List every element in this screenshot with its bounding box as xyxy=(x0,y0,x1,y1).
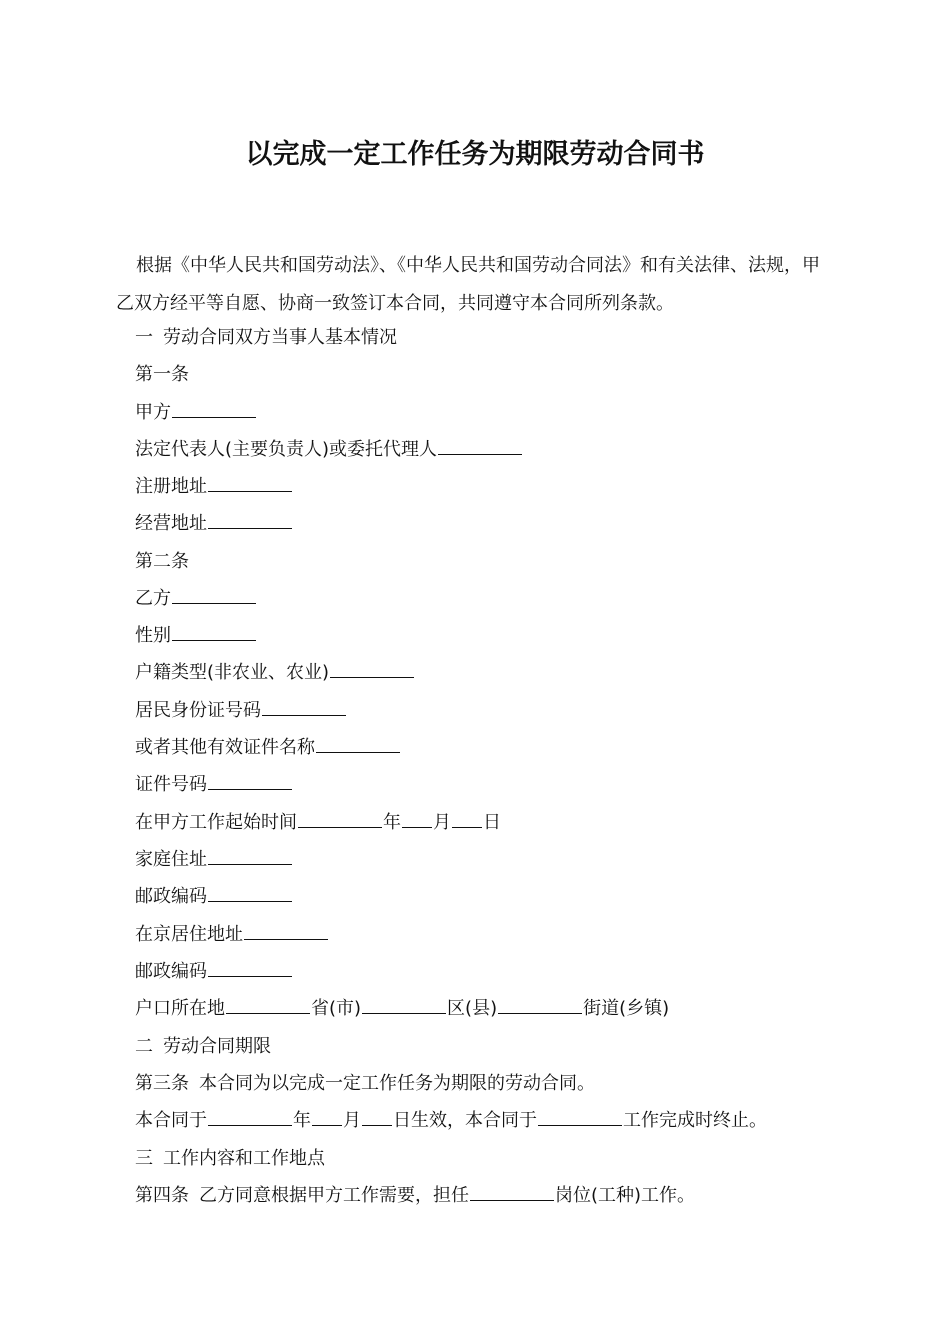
postcode-1-blank[interactable] xyxy=(208,885,292,902)
id-number-blank[interactable] xyxy=(262,699,346,716)
intro-text: 根据《中华人民共和国劳动法》、《中华人民共和国劳动合同法》和有关法律、法规，甲乙双方经平等自愿、协商一致签订本合同，共同遵守本合同所列条款。 xyxy=(116,255,820,314)
cert-number-blank[interactable] xyxy=(208,773,292,790)
legal-rep-field: 法定代表人(主要负责人)或委托代理人 xyxy=(135,438,523,462)
party-a-field: 甲方 xyxy=(135,401,257,425)
intro-paragraph xyxy=(116,247,836,323)
gender-field: 性别 xyxy=(135,624,257,648)
beijing-address-blank[interactable] xyxy=(244,923,328,940)
effective-month-blank[interactable] xyxy=(312,1109,342,1126)
reg-address-blank[interactable] xyxy=(208,475,292,492)
position-blank[interactable] xyxy=(470,1184,554,1201)
id-number-field: 居民身份证号码 xyxy=(135,699,347,723)
hukou-type-field: 户籍类型(非农业、农业) xyxy=(135,661,415,685)
start-day-blank[interactable] xyxy=(452,811,482,828)
start-year-blank[interactable] xyxy=(298,811,382,828)
postcode-1-field: 邮政编码 xyxy=(135,885,293,909)
other-id-field: 或者其他有效证件名称 xyxy=(135,736,401,760)
section-3-heading: 三 工作内容和工作地点 xyxy=(135,1148,325,1169)
home-address-blank[interactable] xyxy=(208,848,292,865)
article-4: 第四条 乙方同意根据甲方工作需要，担任 岗位(工种)工作。 xyxy=(135,1185,696,1206)
party-b-blank[interactable] xyxy=(172,587,256,604)
hukou-district-blank[interactable] xyxy=(362,997,446,1014)
postcode-2-blank[interactable] xyxy=(208,960,292,977)
home-address-field: 家庭住址 xyxy=(135,848,293,872)
section-1-heading: 一 劳动合同双方当事人基本情况 xyxy=(135,327,397,348)
hukou-province-blank[interactable] xyxy=(226,997,310,1014)
other-id-blank[interactable] xyxy=(316,736,400,753)
task-blank[interactable] xyxy=(538,1109,622,1126)
effective-day-blank[interactable] xyxy=(362,1109,392,1126)
hukou-type-blank[interactable] xyxy=(330,661,414,678)
effective-year-blank[interactable] xyxy=(208,1109,292,1126)
postcode-2-field: 邮政编码 xyxy=(135,960,293,984)
cert-number-field: 证件号码 xyxy=(135,773,293,797)
article-2-label: 第二条 xyxy=(135,551,189,572)
biz-address-blank[interactable] xyxy=(208,512,292,529)
section-2-heading: 二 劳动合同期限 xyxy=(135,1036,271,1057)
document-title: 以完成一定工作任务为期限劳动合同书 xyxy=(245,139,705,170)
legal-rep-blank[interactable] xyxy=(438,438,522,455)
party-a-blank[interactable] xyxy=(172,401,256,418)
party-b-field: 乙方 xyxy=(135,587,257,611)
start-month-blank[interactable] xyxy=(402,811,432,828)
reg-address-field: 注册地址 xyxy=(135,475,293,499)
effective-date-line: 本合同于 年 月 日生效，本合同于 工作完成时终止。 xyxy=(135,1110,767,1131)
start-date-field: 在甲方工作起始时间 年 月 日 xyxy=(135,812,501,833)
gender-blank[interactable] xyxy=(172,624,256,641)
hukou-location-field: 户口所在地 省(市) 区(县) 街道(乡镇) xyxy=(135,998,670,1019)
article-1-label: 第一条 xyxy=(135,364,189,385)
beijing-address-field: 在京居住地址 xyxy=(135,923,329,947)
hukou-street-blank[interactable] xyxy=(498,997,582,1014)
biz-address-field: 经营地址 xyxy=(135,512,293,536)
article-3: 第三条 本合同为以完成一定工作任务为期限的劳动合同。 xyxy=(135,1073,595,1094)
